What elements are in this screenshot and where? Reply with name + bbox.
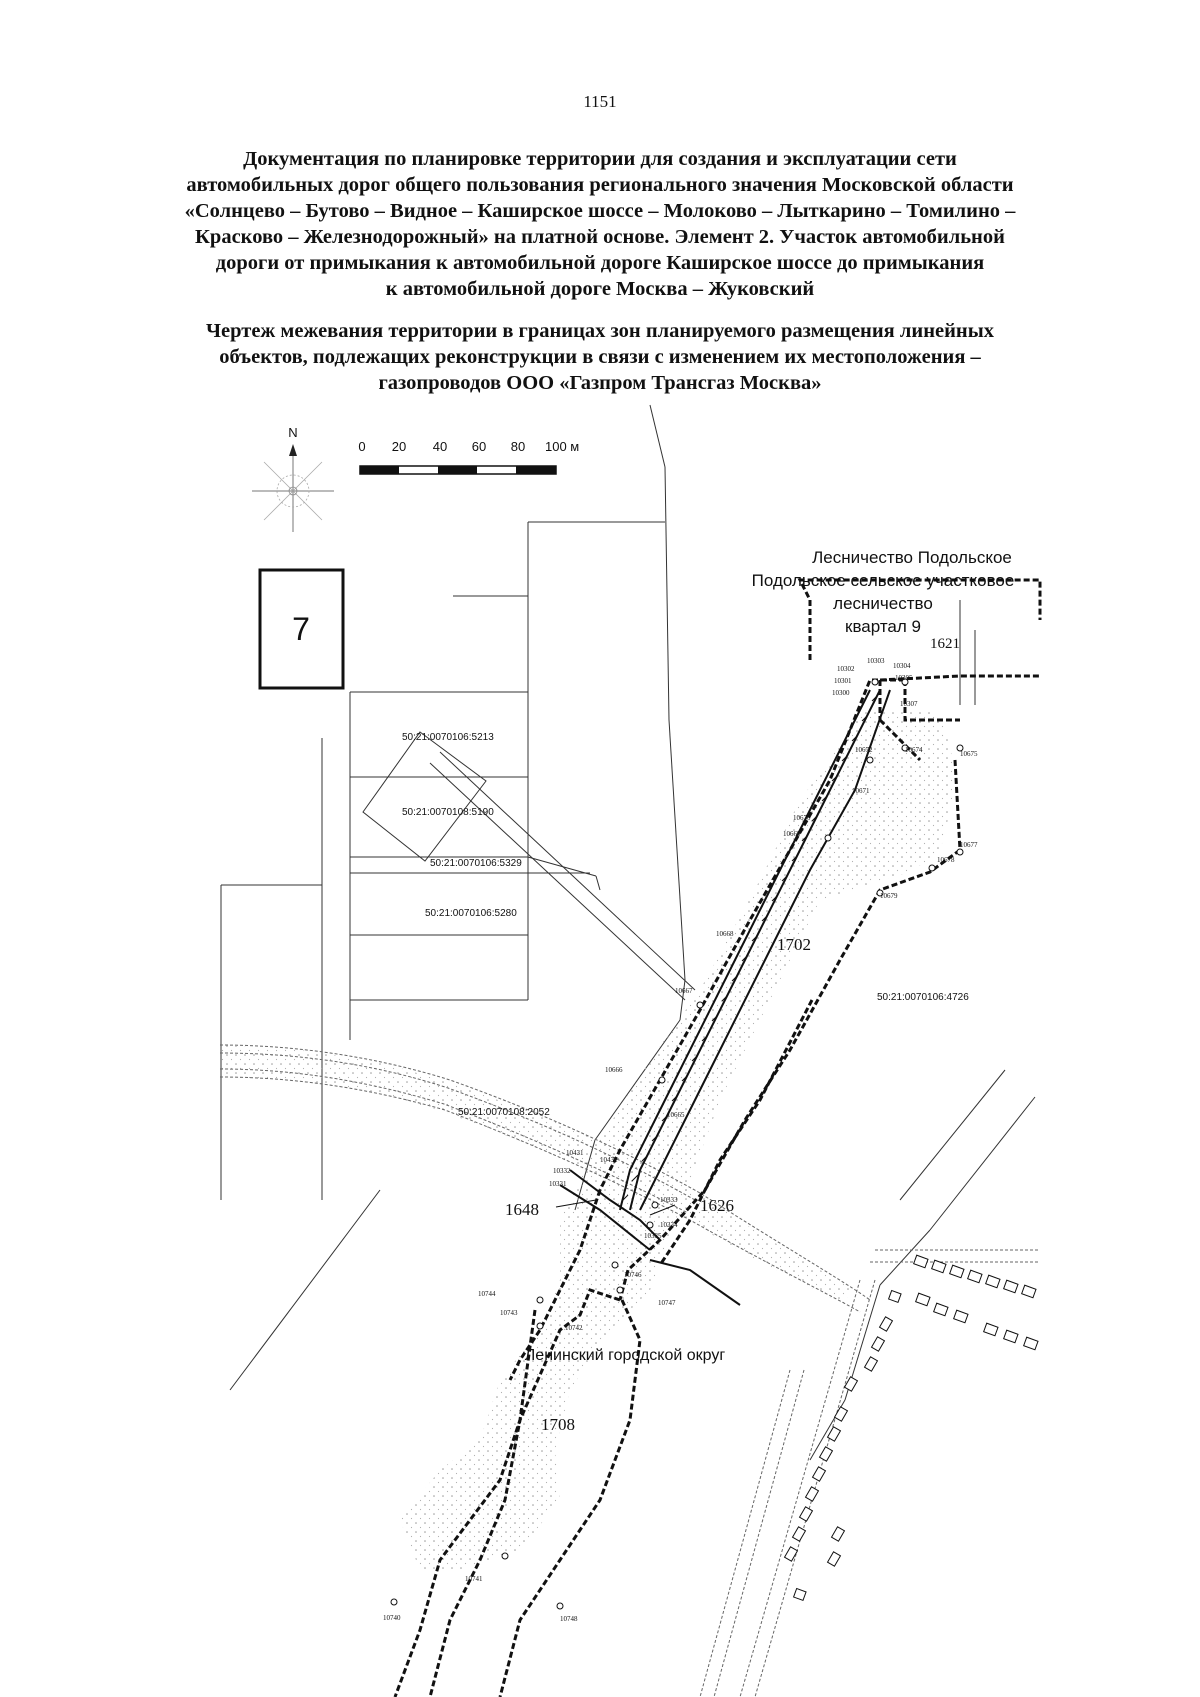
point-number: 10744	[478, 1290, 496, 1298]
point-number: 10748	[560, 1615, 578, 1623]
point-number: 10304	[893, 662, 911, 670]
point-number: 10743	[500, 1309, 518, 1317]
point-number: 10431	[566, 1149, 584, 1157]
point-number: 10667	[675, 987, 693, 995]
point-number: 10332	[553, 1167, 571, 1175]
scale-tick-label: 60	[471, 439, 487, 454]
point-number: 10674	[905, 746, 923, 754]
title-line: автомобильных дорог общего пользования регионального значения Московской области	[186, 174, 1014, 196]
cadastral-number: 50:21:0070106:5213	[402, 732, 494, 743]
point-number: 10300	[832, 689, 850, 697]
title-line: Красково – Железнодорожный» на платной основе. Элемент 2. Участок автомобильной	[195, 226, 1005, 248]
forestry-label	[752, 548, 1015, 636]
cadastral-number: 50:21:0070106:4726	[877, 992, 969, 1003]
point-number: 10679	[880, 892, 898, 900]
cadastral-number: 50:21:0070108:2052	[458, 1107, 550, 1118]
point-number: 10742	[565, 1324, 583, 1332]
point-number: 10335	[644, 1232, 662, 1240]
point-number: 10666	[605, 1066, 623, 1074]
point-number: 10669	[783, 830, 801, 838]
point-number: 10675	[960, 750, 978, 758]
subtitle-line: объектов, подлежащих реконструкции в связи с изменением их местоположения –	[219, 346, 981, 368]
point-number: 10334	[660, 1221, 678, 1229]
point-number: 10670	[793, 814, 811, 822]
point-number: 10302	[837, 665, 855, 673]
parcel-number: 1708	[541, 1415, 575, 1434]
point-number: 10307	[900, 700, 918, 708]
cadastral-number: 50:21:0070106:5280	[425, 908, 517, 919]
sheet-number: 7	[292, 611, 310, 647]
page-number: 1151	[583, 92, 617, 111]
point-number: 10740	[383, 1614, 401, 1622]
compass-icon	[252, 425, 334, 532]
scale-bar	[358, 439, 579, 474]
forestry-line: Лесничество Подольское	[812, 548, 1012, 567]
parcel-number: 1621	[930, 636, 960, 652]
scale-tick-label: 40	[432, 439, 448, 454]
cadastral-number: 50:21:0070108:5190	[402, 807, 494, 818]
point-number: 10432	[600, 1156, 618, 1164]
parcel-number: 1702	[777, 935, 811, 954]
point-number: 10672	[855, 746, 873, 754]
title-line: «Солнцево – Бутово – Видное – Каширское шоссе – Молоково – Лыткарино – Томилино –	[184, 200, 1016, 222]
point-number: 10671	[852, 787, 870, 795]
title-line: к автомобильной дороге Москва – Жуковский	[385, 278, 815, 300]
point-number: 10303	[867, 657, 885, 665]
point-number: 10678	[937, 856, 955, 864]
sheet-number-box	[260, 570, 343, 688]
cadastral-number: 50:21:0070106:5329	[430, 858, 522, 869]
forestry-line: лесничество	[833, 594, 933, 613]
point-number: 10677	[960, 841, 978, 849]
parcel-number: 1626	[700, 1196, 734, 1215]
point-number: 10747	[658, 1299, 676, 1307]
scale-tick-label: 20	[391, 439, 407, 454]
point-number: 10665	[667, 1111, 685, 1119]
subtitle-line: газопроводов ООО «Газпром Трансгаз Москва»	[378, 372, 822, 394]
north-label: N	[288, 425, 298, 440]
scale-tick-label: 0	[358, 439, 366, 454]
road-corridor	[220, 710, 955, 1570]
subtitle-line: Чертеж межевания территории в границах зон планируемого размещения линейных	[205, 320, 994, 342]
title-line: Документация по планировке территории для создания и эксплуатации сети	[243, 148, 957, 170]
scale-tick-label: 100 м	[545, 439, 580, 454]
district-label: Ленинский городской округ	[524, 1347, 726, 1364]
buildings	[785, 1255, 1038, 1600]
scale-tick-label: 80	[510, 439, 526, 454]
point-number: 10746	[624, 1271, 642, 1279]
parcel-number: 1648	[505, 1200, 539, 1219]
point-number: 10333	[660, 1196, 678, 1204]
point-number: 10301	[834, 677, 852, 685]
point-number: 10305	[895, 674, 913, 682]
title-line: дороги от примыкания к автомобильной дороге Каширское шоссе до примыкания	[215, 252, 985, 274]
forestry-line: Подольское сельское участковое	[751, 571, 1015, 590]
point-number: 10741	[465, 1575, 483, 1583]
point-number: 10331	[549, 1180, 567, 1188]
point-number: 10668	[716, 930, 734, 938]
forestry-line: квартал 9	[845, 617, 921, 636]
